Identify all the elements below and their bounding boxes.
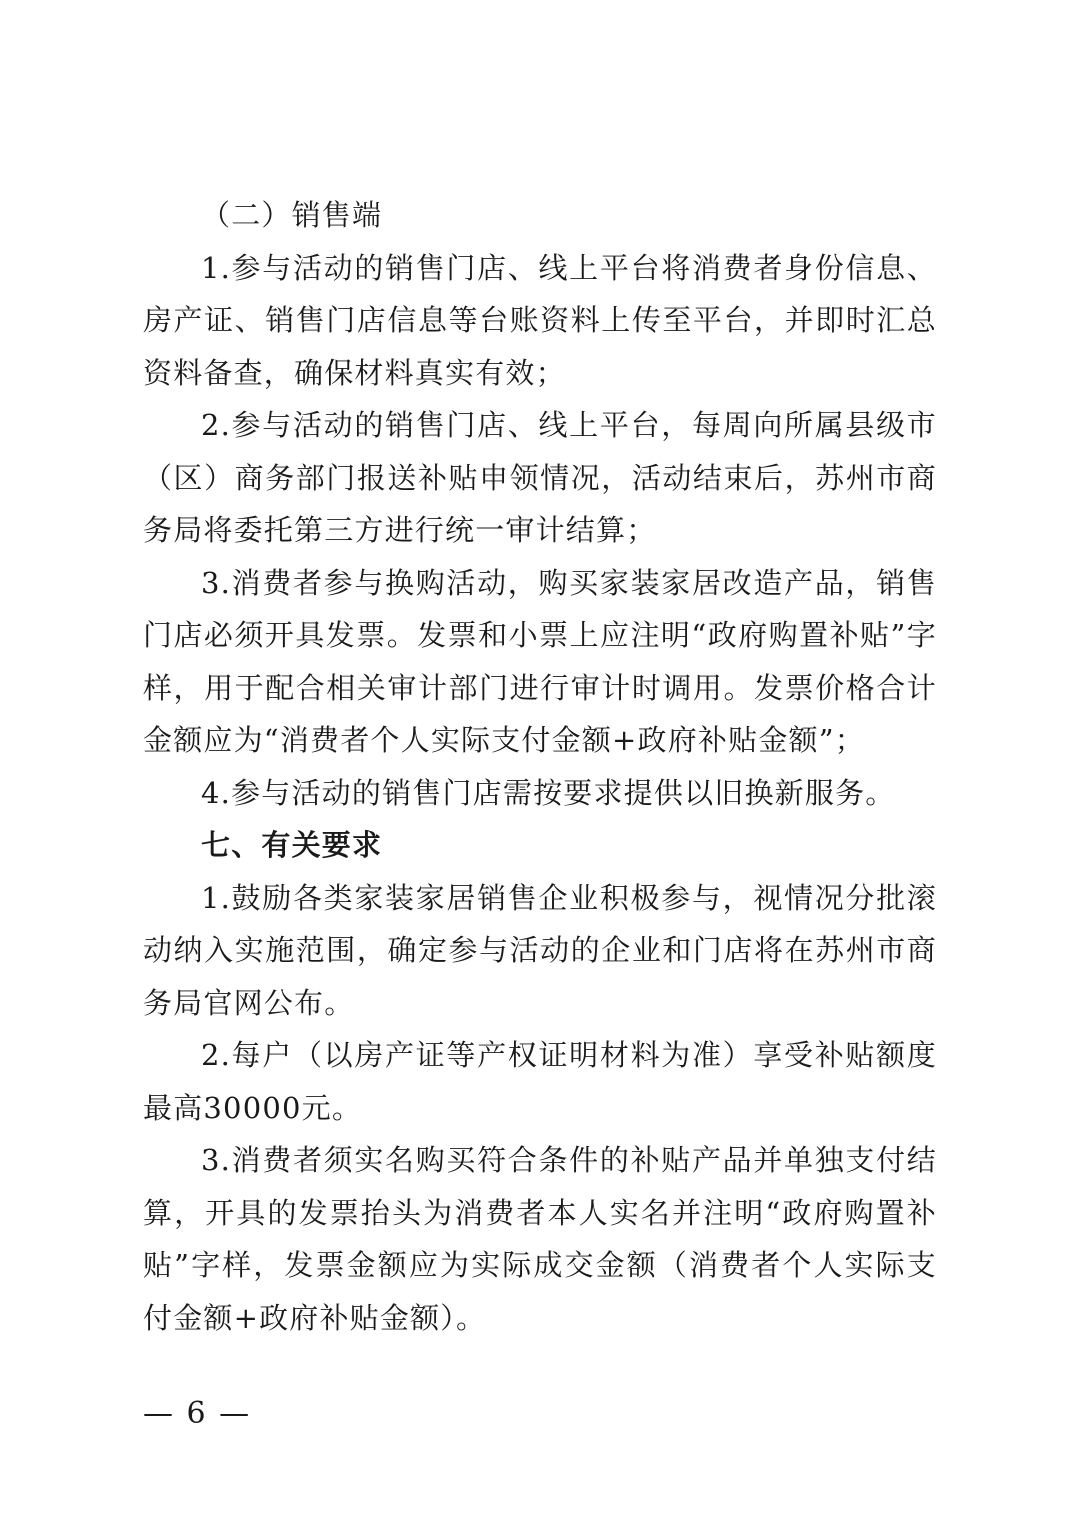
- paragraph-sales-item-2: 2.参与活动的销售门店、线上平台，每周向所属县级市（区）商务部门报送补贴申领情况，活动结束后，苏州市商务局将委托第三方进行统一审计结算；: [143, 408, 937, 547]
- subsection-heading-sales: （二）销售端: [201, 198, 383, 232]
- paragraph-requirement-3: 3.消费者须实名购买符合条件的补贴产品并单独支付结算，开具的发票抬头为消费者本人实名并注明“政府购置补贴”字样，发票金额应为实际成交金额（消费者个人实际支付金额+政府补贴金额）。: [143, 1143, 937, 1335]
- paragraph-sales-item-1: 1.参与活动的销售门店、线上平台将消费者身份信息、房产证、销售门店信息等台账资料上传至平台，并即时汇总资料备查，确保材料真实有效；: [143, 250, 937, 390]
- paragraph-requirement-2: 2.每户（以房产证等产权证明材料为准）享受补贴额度最高30000元。: [143, 1038, 937, 1125]
- paragraph-sales-item-3: 3.消费者参与换购活动，购买家装家居改造产品，销售门店必须开具发票。发票和小票上应注明“政府购置补贴”字样，用于配合相关审计部门进行审计时调用。发票价格合计金额应为“消费者个人实际支付金额+政府补贴金额”；: [143, 565, 937, 757]
- section-heading-requirements: 七、有关要求: [201, 828, 383, 862]
- paragraph-sales-item-4: 4.参与活动的销售门店需按要求提供以旧换新服务。: [201, 775, 896, 810]
- page-number: — 6 —: [143, 1396, 252, 1431]
- paragraph-requirement-1: 1.鼓励各类家装家居销售企业积极参与，视情况分批滚动纳入实施范围，确定参与活动的企业和门店将在苏州市商务局官网公布。: [143, 880, 937, 1020]
- document-body: [143, 189, 937, 1344]
